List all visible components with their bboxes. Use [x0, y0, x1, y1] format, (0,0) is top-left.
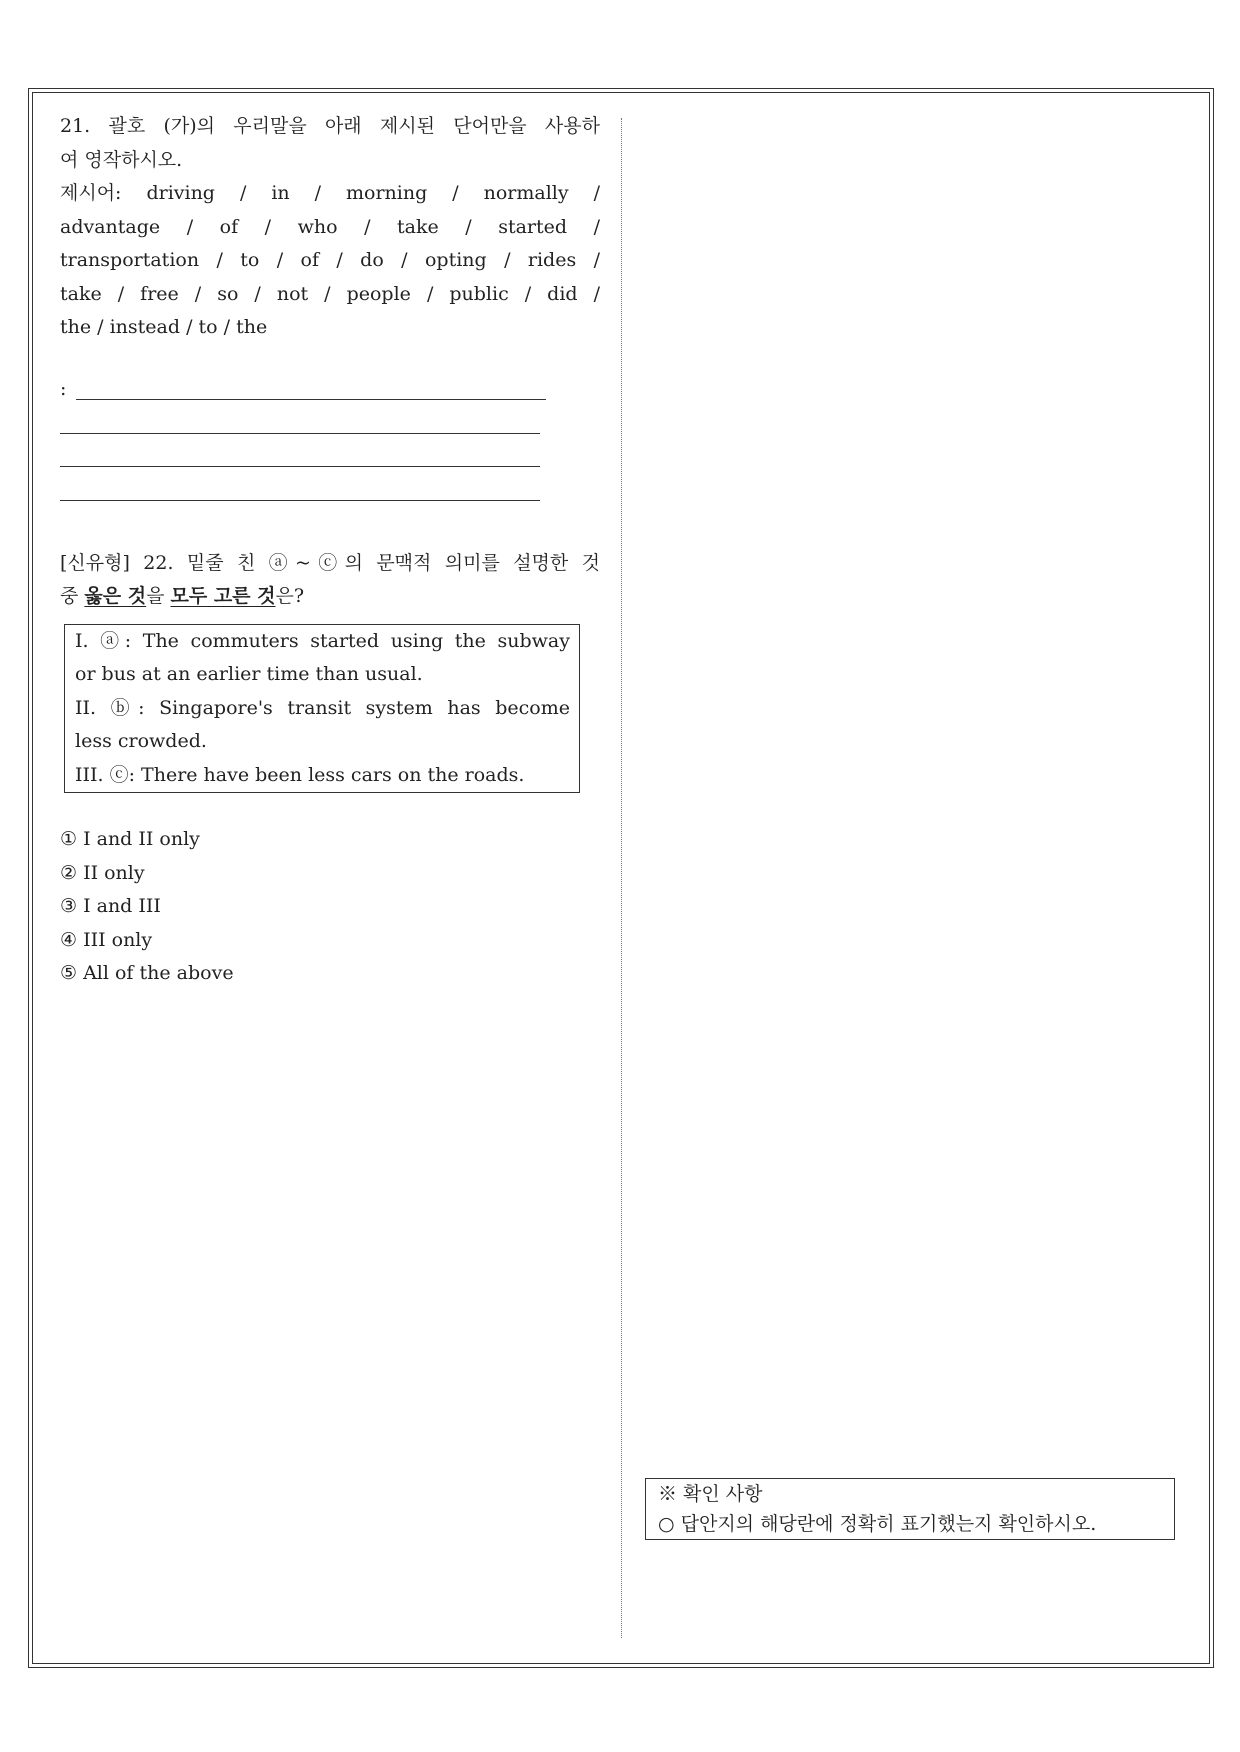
- q22-heading-post: 은?: [275, 585, 305, 607]
- q22-emphasis-correct: 옳은 것: [84, 585, 147, 607]
- q21-word-list-line4: take / free / so / not / people / public / did /: [60, 282, 600, 305]
- answer-rule: [60, 500, 540, 501]
- q21-heading-line2: 여 영작하시오.: [60, 148, 183, 171]
- answer-line: [60, 473, 600, 507]
- statement-2-line1: II. ⓑ: Singapore's transit system has become: [75, 696, 570, 719]
- choice-3[interactable]: ③ I and III: [60, 895, 161, 917]
- answer-prefix: :: [60, 377, 67, 400]
- question-21: [60, 110, 600, 507]
- answer-rule: [60, 433, 540, 434]
- q21-heading-line1: 21. 괄호 (가)의 우리말을 아래 제시된 단어만을 사용하: [60, 115, 600, 137]
- q21-answer-area[interactable]: [60, 373, 600, 507]
- choice-1[interactable]: ① I and II only: [60, 828, 200, 850]
- answer-line: [60, 373, 600, 407]
- q21-word-list-line2: advantage / of / who / take / started /: [60, 215, 600, 238]
- q21-word-list-line5: the / instead / to / the: [60, 316, 268, 338]
- choice-4[interactable]: ④ III only: [60, 928, 153, 951]
- choice-2[interactable]: ② II only: [60, 861, 145, 884]
- statement-3: III. ⓒ: There have been less cars on the roads.: [75, 763, 525, 786]
- q22-statement-box: [64, 624, 580, 794]
- statement-1-line2: or bus at an earlier time than usual.: [75, 663, 423, 685]
- statement-1-line1: I. ⓐ: The commuters started using the subway: [75, 629, 570, 652]
- column-divider: [621, 118, 622, 1638]
- question-22: [60, 547, 600, 991]
- q21-word-list-line1: 제시어: driving / in / morning / normally /: [60, 182, 600, 204]
- q21-word-list-line3: transportation / to / of / do / opting / rides /: [60, 249, 600, 271]
- q22-emphasis-all: 모두 고른 것: [170, 585, 276, 607]
- choice-5[interactable]: ⑤ All of the above: [60, 962, 234, 984]
- q22-heading-line2: [60, 580, 600, 614]
- notice-box: [645, 1478, 1175, 1540]
- q22-heading-mid: 을: [146, 585, 171, 607]
- answer-rule: [76, 399, 546, 400]
- answer-rule: [60, 466, 540, 467]
- q22-heading-line1: [신유형] 22. 밑줄 친 ⓐ~ⓒ의 문맥적 의미를 설명한 것: [60, 551, 600, 574]
- answer-line: [60, 406, 600, 440]
- q22-choices: [60, 823, 600, 991]
- q22-heading-pre: 중: [60, 585, 85, 607]
- notice-line: ○ 답안지의 해당란에 정확히 표기했는지 확인하시오.: [658, 1513, 1097, 1535]
- answer-line: [60, 440, 600, 474]
- statement-2-line2: less crowded.: [75, 730, 207, 752]
- left-column: [60, 110, 600, 991]
- notice-title: ※ 확인 사항: [658, 1483, 763, 1505]
